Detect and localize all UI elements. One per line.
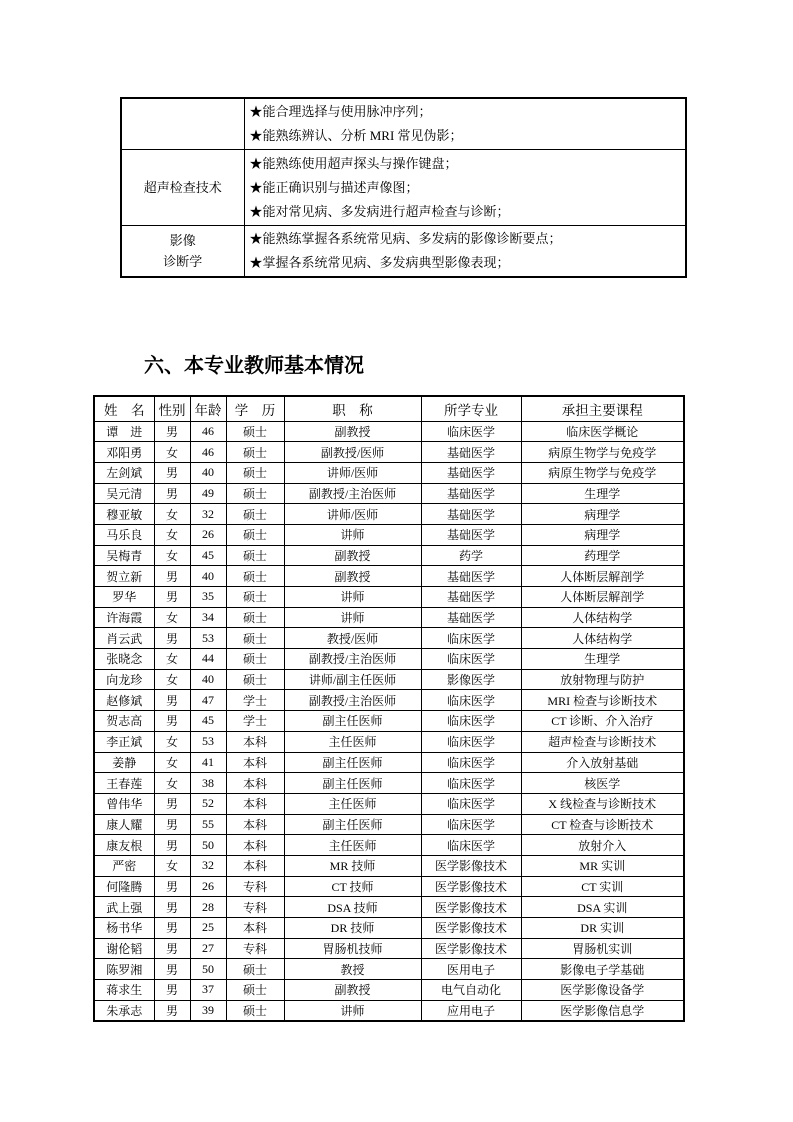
teacher-cell-title: 副主任医师 (284, 814, 421, 835)
column-header-name: 姓 名 (94, 396, 154, 421)
teacher-cell-education: 本科 (226, 855, 284, 876)
teacher-row (94, 607, 684, 628)
teacher-cell-gender: 男 (154, 814, 190, 835)
teacher-cell-title: 副主任医师 (284, 752, 421, 773)
teacher-cell-education: 硕士 (226, 1000, 284, 1021)
teacher-row (94, 524, 684, 545)
skills-row (121, 226, 686, 278)
teacher-row (94, 545, 684, 566)
teacher-cell-courses: MRI 检查与诊断技术 (521, 690, 684, 711)
teacher-cell-education: 硕士 (226, 587, 284, 608)
teacher-cell-courses: 人体断层解剖学 (521, 566, 684, 587)
teacher-cell-education: 学士 (226, 711, 284, 732)
teacher-cell-courses: 人体结构学 (521, 628, 684, 649)
teacher-row (94, 773, 684, 794)
teacher-cell-age: 47 (190, 690, 226, 711)
column-header-major: 所学专业 (421, 396, 521, 421)
teacher-cell-title: 讲师/医师 (284, 462, 421, 483)
teacher-cell-age: 37 (190, 980, 226, 1001)
teacher-cell-education: 本科 (226, 752, 284, 773)
teacher-cell-name: 王春莲 (94, 773, 154, 794)
teacher-cell-major: 医学影像技术 (421, 876, 521, 897)
teacher-cell-major: 临床医学 (421, 649, 521, 670)
teacher-cell-name: 谭 进 (94, 421, 154, 442)
teacher-cell-name: 赵修斌 (94, 690, 154, 711)
teacher-row (94, 462, 684, 483)
teacher-cell-age: 32 (190, 504, 226, 525)
teacher-cell-gender: 男 (154, 462, 190, 483)
teacher-cell-education: 本科 (226, 793, 284, 814)
teacher-cell-gender: 男 (154, 918, 190, 939)
teacher-row (94, 835, 684, 856)
teacher-cell-major: 临床医学 (421, 628, 521, 649)
teacher-row (94, 483, 684, 504)
teacher-cell-title: 副教授/主治医师 (284, 483, 421, 504)
skill-items-cell (244, 98, 686, 150)
teacher-cell-gender: 男 (154, 1000, 190, 1021)
teacher-cell-gender: 男 (154, 938, 190, 959)
teacher-cell-major: 医学影像技术 (421, 918, 521, 939)
teacher-cell-name: 许海霞 (94, 607, 154, 628)
skill-category-cell (121, 98, 244, 150)
teacher-cell-courses: CT 实训 (521, 876, 684, 897)
teacher-cell-education: 本科 (226, 731, 284, 752)
teacher-cell-courses: 药理学 (521, 545, 684, 566)
teacher-row (94, 669, 684, 690)
teacher-cell-major: 药学 (421, 545, 521, 566)
teacher-cell-title: 副教授/主治医师 (284, 690, 421, 711)
teacher-row (94, 814, 684, 835)
teacher-cell-age: 26 (190, 524, 226, 545)
skills-row (121, 98, 686, 150)
teacher-cell-major: 医学影像技术 (421, 938, 521, 959)
teacher-cell-courses: 超声检查与诊断技术 (521, 731, 684, 752)
teacher-cell-courses: 病理学 (521, 524, 684, 545)
teacher-row (94, 918, 684, 939)
teacher-cell-title: 胃肠机技师 (284, 938, 421, 959)
teacher-row (94, 980, 684, 1001)
teacher-cell-education: 硕士 (226, 566, 284, 587)
teacher-cell-gender: 女 (154, 731, 190, 752)
teacher-cell-name: 武上强 (94, 897, 154, 918)
teacher-cell-name: 张晓念 (94, 649, 154, 670)
teacher-cell-education: 本科 (226, 773, 284, 794)
teacher-cell-education: 专科 (226, 938, 284, 959)
teacher-cell-major: 基础医学 (421, 587, 521, 608)
teacher-cell-major: 电气自动化 (421, 980, 521, 1001)
teacher-cell-age: 49 (190, 483, 226, 504)
teacher-cell-education: 专科 (226, 897, 284, 918)
teacher-cell-gender: 男 (154, 483, 190, 504)
column-header-age: 年龄 (190, 396, 226, 421)
teacher-cell-title: 副教授 (284, 421, 421, 442)
teacher-cell-title: 副教授/医师 (284, 442, 421, 463)
teacher-cell-major: 临床医学 (421, 731, 521, 752)
teacher-row (94, 876, 684, 897)
teacher-cell-age: 25 (190, 918, 226, 939)
teacher-cell-gender: 女 (154, 607, 190, 628)
teacher-cell-age: 28 (190, 897, 226, 918)
teacher-cell-major: 临床医学 (421, 793, 521, 814)
teacher-cell-major: 临床医学 (421, 773, 521, 794)
teacher-cell-major: 医学影像技术 (421, 897, 521, 918)
teacher-cell-age: 34 (190, 607, 226, 628)
teacher-cell-name: 穆亚敏 (94, 504, 154, 525)
teacher-cell-gender: 女 (154, 855, 190, 876)
teacher-cell-title: CT 技师 (284, 876, 421, 897)
teacher-cell-major: 医学影像技术 (421, 855, 521, 876)
teacher-cell-courses: 生理学 (521, 649, 684, 670)
teacher-cell-education: 硕士 (226, 628, 284, 649)
skill-item: ★掌握各系统常见病、多发病典型影像表现； (249, 255, 510, 270)
teacher-row (94, 504, 684, 525)
teacher-row (94, 752, 684, 773)
teacher-cell-major: 临床医学 (421, 421, 521, 442)
skill-item: ★能对常见病、多发病进行超声检查与诊断； (249, 203, 510, 219)
teacher-row (94, 793, 684, 814)
teacher-cell-major: 临床医学 (421, 752, 521, 773)
teacher-cell-title: 教授/医师 (284, 628, 421, 649)
teacher-cell-name: 康人耀 (94, 814, 154, 835)
teacher-cell-name: 罗华 (94, 587, 154, 608)
teacher-cell-education: 硕士 (226, 462, 284, 483)
teacher-row (94, 628, 684, 649)
teacher-cell-title: 讲师/医师 (284, 504, 421, 525)
teacher-cell-title: 副主任医师 (284, 711, 421, 732)
teacher-cell-courses: 临床医学概论 (521, 421, 684, 442)
teacher-cell-courses: X 线检查与诊断技术 (521, 793, 684, 814)
teacher-cell-name: 曾伟华 (94, 793, 154, 814)
teacher-cell-title: 讲师 (284, 524, 421, 545)
teacher-cell-name: 何隆腾 (94, 876, 154, 897)
teacher-cell-major: 临床医学 (421, 814, 521, 835)
teacher-cell-title: 副教授 (284, 566, 421, 587)
teacher-row (94, 731, 684, 752)
teacher-cell-name: 向龙珍 (94, 669, 154, 690)
teacher-cell-gender: 女 (154, 504, 190, 525)
column-header-education: 学 历 (226, 396, 284, 421)
teacher-cell-gender: 女 (154, 669, 190, 690)
teacher-cell-title: 副教授 (284, 980, 421, 1001)
skills-table (120, 97, 687, 278)
teacher-cell-title: 主任医师 (284, 793, 421, 814)
teacher-cell-major: 基础医学 (421, 607, 521, 628)
teacher-cell-title: 副教授/主治医师 (284, 649, 421, 670)
teacher-cell-gender: 女 (154, 752, 190, 773)
teacher-cell-gender: 男 (154, 587, 190, 608)
teacher-cell-major: 基础医学 (421, 462, 521, 483)
skill-items-cell (244, 226, 686, 278)
teacher-cell-title: 讲师/副主任医师 (284, 669, 421, 690)
teacher-cell-courses: 放射物理与防护 (521, 669, 684, 690)
teacher-cell-education: 硕士 (226, 959, 284, 980)
teacher-cell-age: 44 (190, 649, 226, 670)
teacher-cell-name: 吴梅青 (94, 545, 154, 566)
teacher-cell-major: 临床医学 (421, 711, 521, 732)
teacher-cell-age: 46 (190, 421, 226, 442)
teacher-cell-age: 45 (190, 711, 226, 732)
teacher-cell-education: 硕士 (226, 524, 284, 545)
teacher-cell-courses: MR 实训 (521, 855, 684, 876)
teacher-cell-major: 影像医学 (421, 669, 521, 690)
teacher-row (94, 442, 684, 463)
teacher-cell-education: 硕士 (226, 421, 284, 442)
teacher-cell-gender: 女 (154, 649, 190, 670)
column-header-title: 职 称 (284, 396, 421, 421)
teacher-cell-name: 肖云武 (94, 628, 154, 649)
teacher-cell-gender: 男 (154, 835, 190, 856)
skill-category-line: 诊断学 (163, 254, 203, 269)
teacher-cell-gender: 男 (154, 421, 190, 442)
teacher-cell-age: 38 (190, 773, 226, 794)
teacher-cell-major: 医用电子 (421, 959, 521, 980)
teacher-cell-name: 蒋求生 (94, 980, 154, 1001)
teacher-row (94, 711, 684, 732)
skill-category-cell (121, 150, 244, 226)
teacher-cell-courses: 生理学 (521, 483, 684, 504)
teacher-cell-major: 基础医学 (421, 504, 521, 525)
teacher-cell-title: 讲师 (284, 587, 421, 608)
teacher-cell-title: 主任医师 (284, 731, 421, 752)
teacher-cell-age: 40 (190, 462, 226, 483)
teacher-row (94, 421, 684, 442)
teacher-cell-age: 39 (190, 1000, 226, 1021)
teacher-row (94, 1000, 684, 1021)
teacher-cell-title: 副主任医师 (284, 773, 421, 794)
teacher-cell-name: 吴元清 (94, 483, 154, 504)
teacher-cell-name: 马乐良 (94, 524, 154, 545)
skill-category-line: 超声检查技术 (143, 180, 222, 195)
teacher-cell-major: 临床医学 (421, 690, 521, 711)
teacher-cell-courses: 放射介入 (521, 835, 684, 856)
teacher-row (94, 690, 684, 711)
teacher-cell-age: 27 (190, 938, 226, 959)
teacher-cell-courses: 胃肠机实训 (521, 938, 684, 959)
teacher-cell-education: 本科 (226, 835, 284, 856)
teacher-cell-name: 陈罗湘 (94, 959, 154, 980)
teacher-row (94, 938, 684, 959)
teacher-cell-gender: 男 (154, 793, 190, 814)
teacher-cell-education: 硕士 (226, 504, 284, 525)
teacher-cell-education: 学士 (226, 690, 284, 711)
teacher-cell-gender: 男 (154, 566, 190, 587)
teacher-cell-gender: 男 (154, 897, 190, 918)
column-header-courses: 承担主要课程 (521, 396, 684, 421)
teacher-cell-title: DSA 技师 (284, 897, 421, 918)
teacher-cell-title: 副教授 (284, 545, 421, 566)
teacher-cell-major: 应用电子 (421, 1000, 521, 1021)
teachers-table-head (94, 396, 684, 421)
skill-items-cell (244, 150, 686, 226)
teacher-cell-name: 严密 (94, 855, 154, 876)
teacher-cell-courses: 病原生物学与免疫学 (521, 442, 684, 463)
teacher-cell-age: 41 (190, 752, 226, 773)
teacher-cell-age: 45 (190, 545, 226, 566)
teacher-cell-education: 本科 (226, 918, 284, 939)
teacher-cell-education: 硕士 (226, 607, 284, 628)
skill-item: ★能熟练使用超声探头与操作键盘； (249, 155, 458, 171)
teacher-cell-age: 50 (190, 835, 226, 856)
teacher-cell-courses: 医学影像信息学 (521, 1000, 684, 1021)
teacher-cell-education: 硕士 (226, 483, 284, 504)
teacher-cell-education: 硕士 (226, 442, 284, 463)
teacher-cell-name: 邓阳勇 (94, 442, 154, 463)
teacher-cell-age: 35 (190, 587, 226, 608)
teacher-cell-age: 32 (190, 855, 226, 876)
skill-item: ★能合理选择与使用脉冲序列； (249, 104, 432, 119)
teacher-cell-age: 40 (190, 669, 226, 690)
column-header-gender: 性别 (154, 396, 190, 421)
teacher-cell-courses: 病原生物学与免疫学 (521, 462, 684, 483)
skill-item: ★能熟练辨认、分析 MRI 常见伪影； (249, 128, 463, 143)
teacher-cell-name: 贺立新 (94, 566, 154, 587)
teacher-cell-courses: 介入放射基础 (521, 752, 684, 773)
teacher-cell-age: 53 (190, 731, 226, 752)
teacher-cell-gender: 男 (154, 690, 190, 711)
skill-category-cell (121, 226, 244, 278)
teachers-table-body (94, 421, 684, 1021)
teacher-cell-gender: 男 (154, 628, 190, 649)
skill-item: ★能正确识别与描述声像图； (249, 179, 419, 195)
teacher-cell-gender: 男 (154, 711, 190, 732)
teacher-cell-courses: DR 实训 (521, 918, 684, 939)
teacher-cell-education: 专科 (226, 876, 284, 897)
teacher-cell-gender: 男 (154, 980, 190, 1001)
teachers-header-row (94, 396, 684, 421)
teacher-cell-courses: 影像电子学基础 (521, 959, 684, 980)
teacher-cell-age: 52 (190, 793, 226, 814)
teacher-cell-title: MR 技师 (284, 855, 421, 876)
teacher-cell-name: 李正斌 (94, 731, 154, 752)
skill-category-line: 影像 (169, 233, 196, 248)
teacher-cell-courses: DSA 实训 (521, 897, 684, 918)
teacher-row (94, 649, 684, 670)
teacher-cell-title: 讲师 (284, 1000, 421, 1021)
teacher-cell-major: 基础医学 (421, 566, 521, 587)
teacher-cell-age: 50 (190, 959, 226, 980)
teacher-cell-courses: CT 检查与诊断技术 (521, 814, 684, 835)
teacher-cell-major: 基础医学 (421, 442, 521, 463)
teacher-row (94, 566, 684, 587)
teacher-row (94, 959, 684, 980)
teacher-cell-major: 临床医学 (421, 835, 521, 856)
teacher-cell-courses: 核医学 (521, 773, 684, 794)
section-title: 六、本专业教师基本情况 (144, 355, 364, 377)
teacher-row (94, 855, 684, 876)
teacher-cell-education: 硕士 (226, 669, 284, 690)
teacher-cell-gender: 男 (154, 876, 190, 897)
skills-table-body (121, 98, 686, 277)
teacher-row (94, 587, 684, 608)
teacher-cell-major: 基础医学 (421, 524, 521, 545)
teacher-cell-education: 硕士 (226, 649, 284, 670)
teacher-cell-age: 55 (190, 814, 226, 835)
teacher-cell-age: 26 (190, 876, 226, 897)
teacher-cell-gender: 女 (154, 545, 190, 566)
teacher-cell-title: 教授 (284, 959, 421, 980)
teacher-cell-gender: 男 (154, 959, 190, 980)
skills-row (121, 150, 686, 226)
teacher-cell-courses: 医学影像设备学 (521, 980, 684, 1001)
teacher-row (94, 897, 684, 918)
teacher-cell-title: 讲师 (284, 607, 421, 628)
teacher-cell-age: 46 (190, 442, 226, 463)
teachers-table (93, 395, 685, 1022)
teacher-cell-courses: CT 诊断、介入治疗 (521, 711, 684, 732)
teacher-cell-education: 硕士 (226, 980, 284, 1001)
teacher-cell-courses: 人体结构学 (521, 607, 684, 628)
skill-item: ★能熟练掌握各系统常见病、多发病的影像诊断要点； (249, 231, 562, 246)
teacher-cell-gender: 女 (154, 524, 190, 545)
teacher-cell-name: 杨书华 (94, 918, 154, 939)
teacher-cell-age: 53 (190, 628, 226, 649)
teacher-cell-courses: 病理学 (521, 504, 684, 525)
teacher-cell-name: 左剑斌 (94, 462, 154, 483)
teacher-cell-major: 基础医学 (421, 483, 521, 504)
teacher-cell-name: 贺志高 (94, 711, 154, 732)
teacher-cell-gender: 女 (154, 442, 190, 463)
teacher-cell-name: 谢伦韬 (94, 938, 154, 959)
teacher-cell-title: 主任医师 (284, 835, 421, 856)
teacher-cell-age: 40 (190, 566, 226, 587)
teacher-cell-name: 康友根 (94, 835, 154, 856)
teacher-cell-name: 姜静 (94, 752, 154, 773)
teacher-cell-education: 本科 (226, 814, 284, 835)
teacher-cell-name: 朱承志 (94, 1000, 154, 1021)
teacher-cell-education: 硕士 (226, 545, 284, 566)
teacher-cell-title: DR 技师 (284, 918, 421, 939)
teacher-cell-courses: 人体断层解剖学 (521, 587, 684, 608)
teacher-cell-gender: 女 (154, 773, 190, 794)
